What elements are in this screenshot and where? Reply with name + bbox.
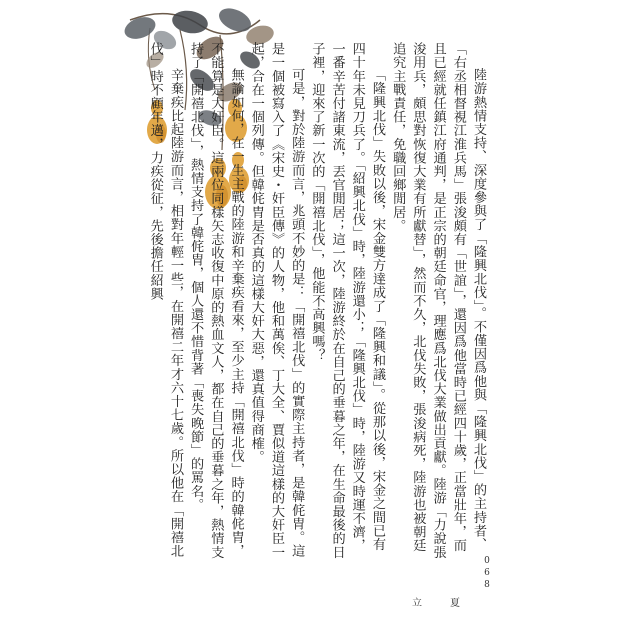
paragraph: 陸游熱情支持、深度參與了「隆興北伐」。不僅因爲他與「隆興北伐」的主持者、「右丞相督視江淮兵馬」張浚頗有「世誼」，還因爲他當時已經四十歲，正當壯年，而且已經就任鎮江府通判，是正宗的朝廷命官，理應爲北伐大業做出貢獻。陸游「力說張浚用兵，頗思對恢復大業有所獻替」，然而不久，北伐失敗，張浚病死，陸游也被朝廷追究主戰責任，免職回鄉閒居。	[390, 42, 486, 559]
page-number: 068	[482, 556, 492, 592]
paragraph: 「隆興北伐」失敗以後，宋金雙方達成了「隆興和議」。從那以後，宋金之間已有四十年未見刀兵了。「紹興北伐」時，陸游還小；「隆興北伐」時，陸游又時運不濟，一番辛苦付諸東流，丟官閒居；這一次，陸游終於在自己的垂暮之年，在生命最後的日子裡，迎來了新一次的「開禧北伐」，他能不高興嗎？	[309, 42, 385, 559]
running-head	[412, 594, 460, 609]
running-head-char: 立	[412, 598, 422, 609]
running-head-char: 夏	[450, 598, 460, 609]
paragraph: 辛棄疾比起陸游而言，相對年輕一些，在開禧二年才六十七歲。所以他在「開禧北伐」時不顧年邁，力疾從征，先後擔任紹興	[147, 42, 183, 558]
article-text	[148, 42, 488, 562]
paragraph: 無論如何，在一生主戰的陸游和辛棄疾看來，至少主持「開禧北伐」時的韓侂胄，不能算是大奸臣。這兩位同樣矢志收復中原的熱血文人，都在自己的垂暮之年，熱情支持了「開禧北伐」，熱情支持了韓侂胄，個人還不惜背著「喪失晚節」的罵名。	[188, 42, 244, 559]
paragraph: 可是，對於陸游而言，兆頭不妙的是：「開禧北伐」的實際主持者，是韓侂胄。這是一個被寫入了《宋史・奸臣傳》的人物，他和萬俟、丁大全、賈似道這樣的大奸臣一起，合在一個列傳。但韓侂胄是否真的這樣大奸大惡，還真值得商榷。	[248, 42, 305, 559]
